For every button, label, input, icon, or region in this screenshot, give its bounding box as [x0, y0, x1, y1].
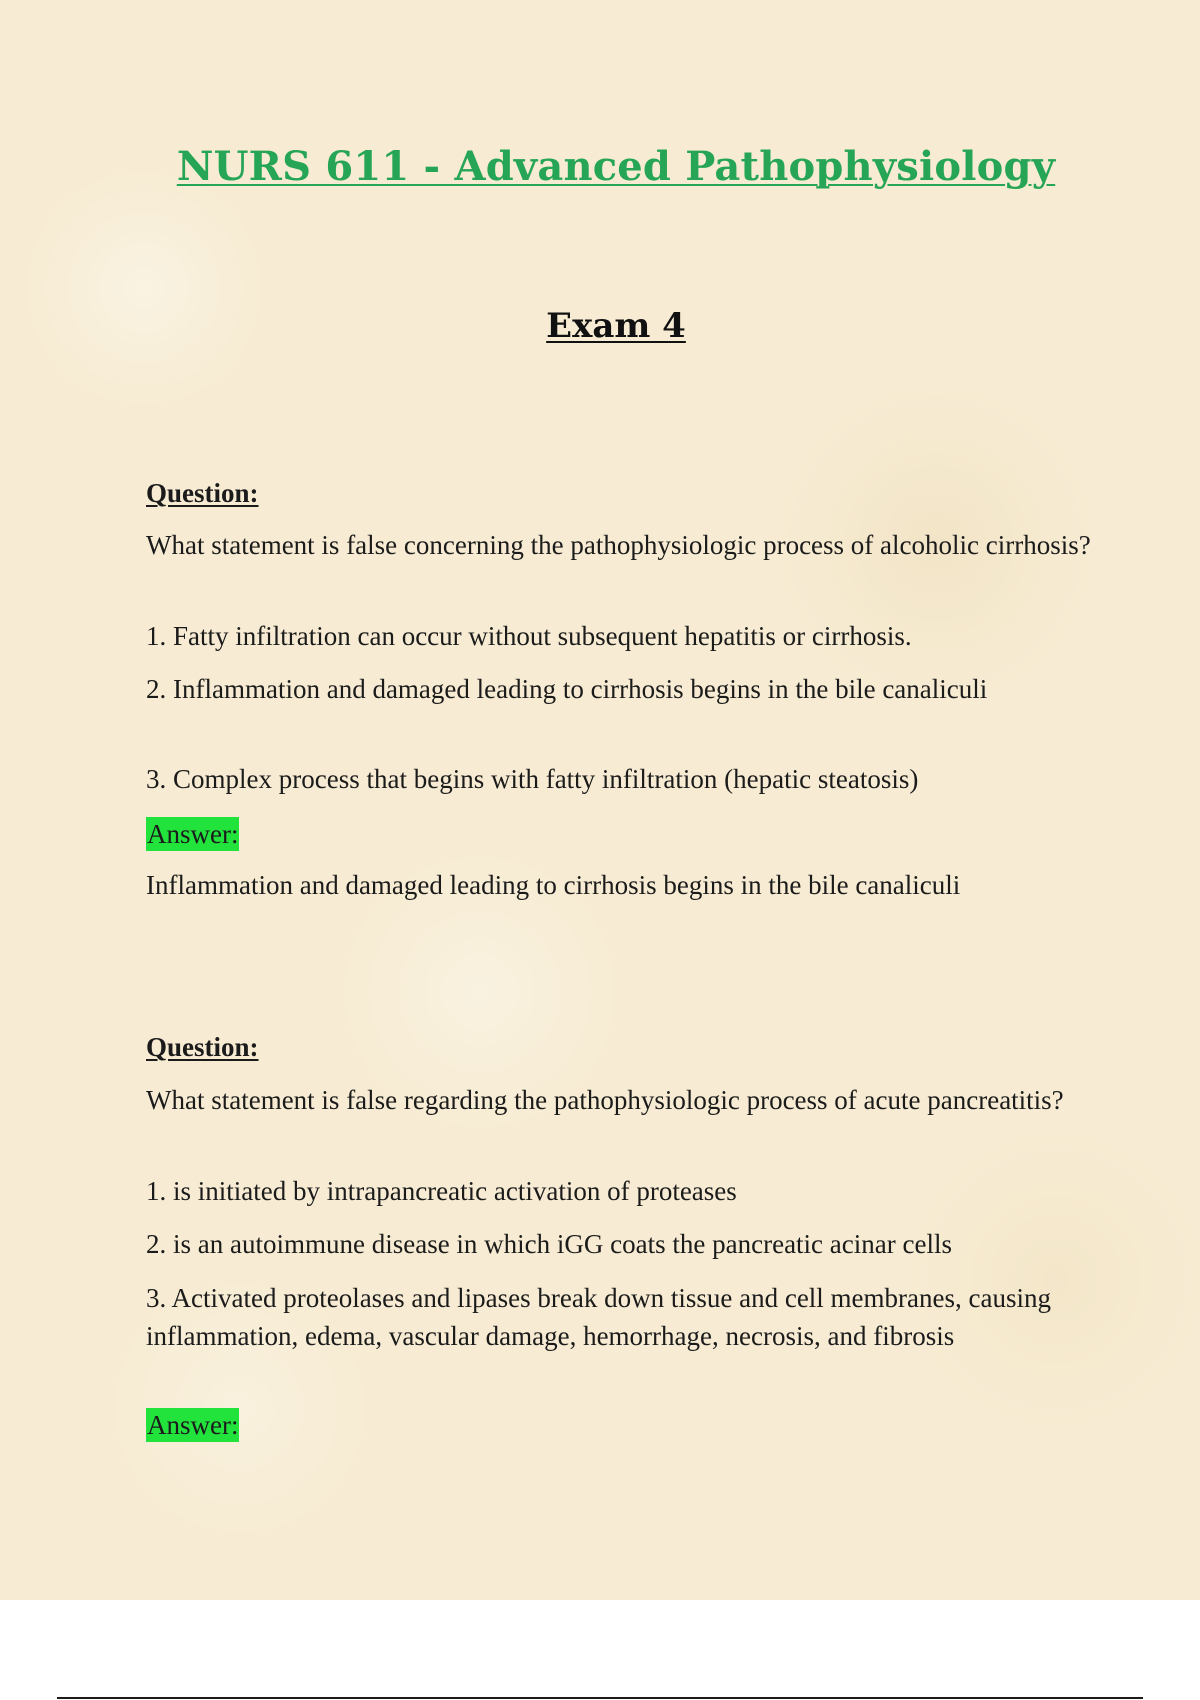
question-2-label-row: [146, 1028, 1096, 1066]
question-2-prompt: What statement is false regarding the pathophysiologic process of acute pancreatitis?: [146, 1085, 1064, 1115]
question-1-prompt: What statement is false concerning the pathophysiologic process of alcoholic cirrhosis?: [146, 530, 1091, 560]
question-2-option-3: 3. Activated proteolases and lipases break down tissue and cell membranes, causing inflammation, edema, vascular damage, hemorrhage, necrosis, and fibrosis: [146, 1283, 1051, 1351]
footer-divider: [57, 1697, 1143, 1699]
question-2-answer-label-row: [146, 1406, 1096, 1444]
question-1-label-row: [146, 474, 1096, 512]
question-2-option-1: 1. is initiated by intrapancreatic activation of proteases: [146, 1176, 737, 1206]
question-1-answer-label: Answer:: [147, 819, 239, 849]
question-1-answer-label-row: [146, 815, 1096, 853]
question-2-answer-label: Answer:: [147, 1410, 239, 1440]
document-title: NURS 611 - Advanced Pathophysiology: [176, 143, 1056, 190]
question-1-option-2: 2. Inflammation and damaged leading to cirrhosis begins in the bile canaliculi: [146, 674, 988, 704]
question-1-label: Question:: [146, 478, 259, 508]
question-1-option-1: 1. Fatty infiltration can occur without subsequent hepatitis or cirrhosis.: [146, 621, 912, 651]
question-2-label: Question:: [146, 1032, 259, 1062]
document-subtitle: Exam 4: [546, 306, 686, 346]
question-2-option-2: 2. is an autoimmune disease in which iGG coats the pancreatic acinar cells: [146, 1229, 952, 1259]
question-1-option-3: 3. Complex process that begins with fatty infiltration (hepatic steatosis): [146, 764, 919, 794]
question-1-answer: Inflammation and damaged leading to cirrhosis begins in the bile canaliculi: [146, 870, 961, 900]
